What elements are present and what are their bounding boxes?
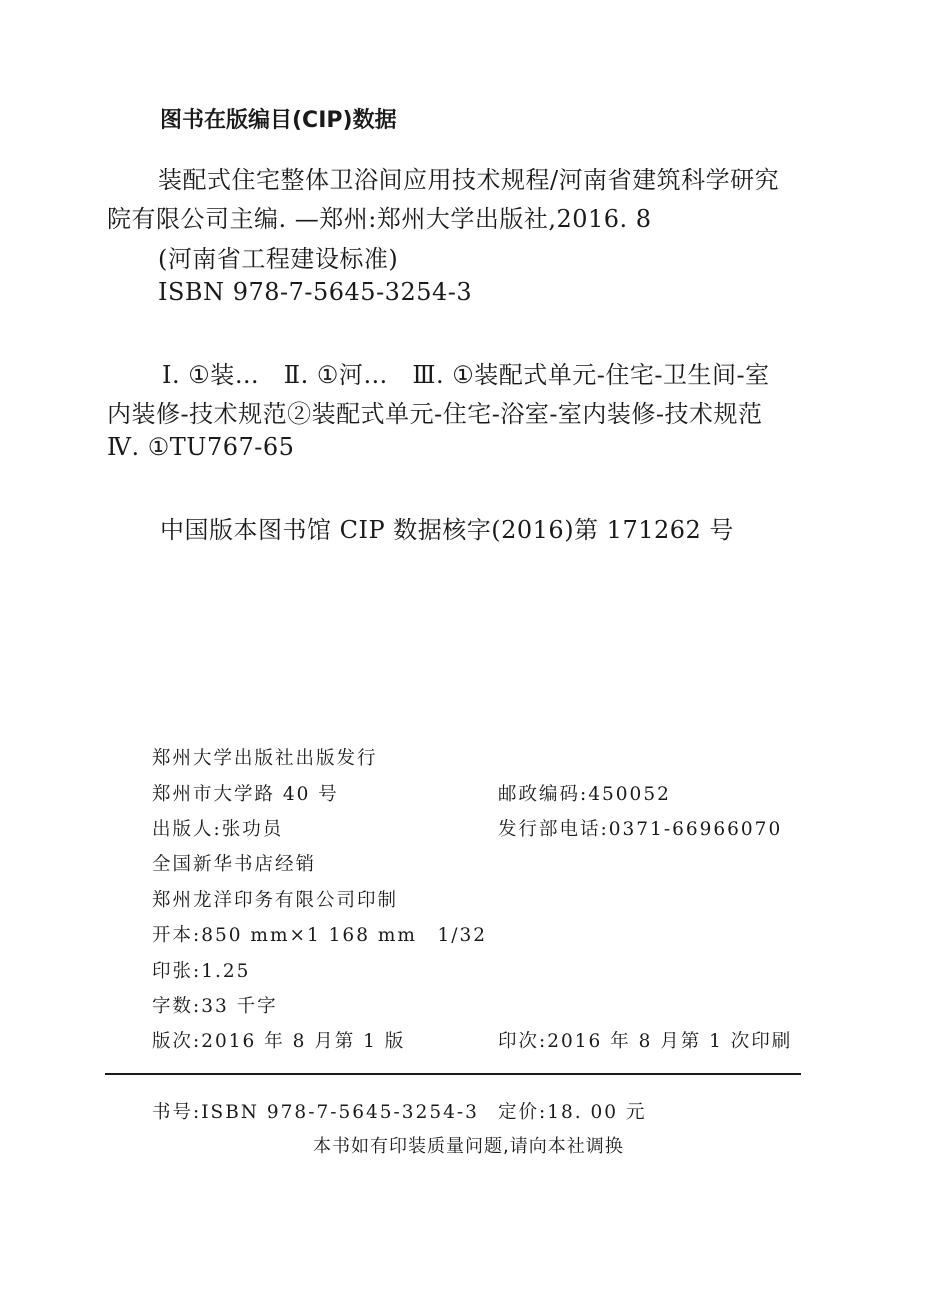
imprint-edition: 版次:2016 年 8 月第 1 版	[152, 1031, 406, 1052]
cip-isbn: ISBN 978-7-5645-3254-3	[158, 278, 473, 306]
imprint-format: 开本:850 mm×1 168 mm 1/32	[152, 925, 487, 946]
imprint-printing: 印次:2016 年 8 月第 1 次印刷	[498, 1031, 793, 1052]
cip-title-line-1: 装配式住宅整体卫浴间应用技术规程/河南省建筑科学研究	[158, 166, 780, 194]
footer-notice: 本书如有印装质量问题,请向本社调换	[313, 1136, 624, 1157]
cip-classification-line-1: Ⅰ. ①装… Ⅱ. ①河… Ⅲ. ①装配式单元-住宅-卫生间-室	[162, 361, 770, 389]
cip-classification-line-3: Ⅳ. ①TU767-65	[107, 433, 295, 461]
imprint-sheets: 印张:1.25	[152, 961, 251, 982]
imprint-postcode: 邮政编码:450052	[498, 784, 671, 805]
footer-book-number: 书号:ISBN 978-7-5645-3254-3	[152, 1102, 479, 1123]
imprint-publisher-person: 出版人:张功员	[152, 819, 284, 840]
divider-rule	[105, 1073, 801, 1075]
cip-core-number: 中国版本图书馆 CIP 数据核字(2016)第 171262 号	[160, 516, 734, 544]
imprint-phone: 发行部电话:0371-66966070	[498, 819, 783, 840]
imprint-address: 郑州市大学路 40 号	[152, 784, 339, 805]
cip-classification-line-2: 内装修-技术规范②装配式单元-住宅-浴室-室内装修-技术规范	[107, 400, 763, 428]
footer-price: 定价:18. 00 元	[498, 1102, 647, 1123]
imprint-publisher: 郑州大学出版社出版发行	[152, 748, 378, 769]
cip-series: (河南省工程建设标准)	[158, 245, 399, 273]
imprint-printer: 郑州龙洋印务有限公司印制	[152, 890, 399, 911]
cip-title-line-2: 院有限公司主编. —郑州:郑州大学出版社,2016. 8	[107, 205, 652, 233]
imprint-word-count: 字数:33 千字	[152, 996, 278, 1017]
cip-heading: 图书在版编目(CIP)数据	[160, 108, 397, 133]
imprint-distributor: 全国新华书店经销	[152, 854, 317, 875]
